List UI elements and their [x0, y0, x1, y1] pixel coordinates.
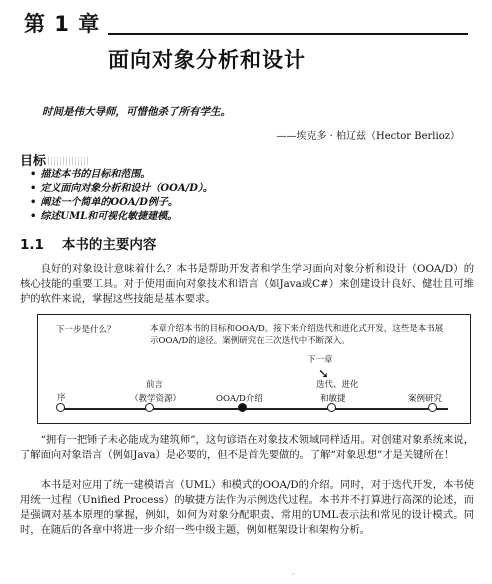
timeline-label: 前言 — [146, 380, 164, 390]
timeline-node — [428, 403, 437, 412]
objective-item: • 描述本书的目标和范围。 — [30, 168, 213, 182]
body-paragraph-3: 本书是对应用了统一建模语言（UML）和模式的OOA/D的介绍。同时，对于迭代开发，本书使用统一过程（Unified Process）的敏捷方法作为示例迭代过程。本书并不打算进行高深的论述，而是强调对基本原理的掌握，例如，如何为对象分配职责、常用的UML表示法和常见的设计模式。同时，在随后的各章中将进一步介绍一些中级主题，例如框架设计和架构分析。 — [20, 479, 474, 536]
timeline-label: 序 — [57, 393, 66, 403]
timeline-label: OOA/D介绍 — [216, 394, 263, 404]
timeline-node — [327, 403, 336, 412]
objectives-heading — [20, 150, 88, 169]
page-mark: · — [292, 570, 295, 579]
timeline-label: 案例研究 — [408, 394, 443, 404]
chapter-rule — [108, 33, 468, 35]
heading-smudge — [48, 157, 88, 166]
chapter-title: 面向对象分析和设计 — [108, 48, 306, 72]
body-paragraph-2: “拥有一把锤子未必能成为建筑师”，这句谚语在对象技术领域同样适用。对创建对象系统来说，了解面向对象语言（例如Java）是必要的，但不是首先要做的。了解“对象思想”才是关键所在！ — [20, 434, 474, 461]
timeline-line — [60, 408, 448, 410]
objectives-heading-text: 目标 — [20, 154, 47, 169]
chapter-roadmap-figure — [37, 314, 471, 424]
arrow-down-right-icon: ➘ — [318, 367, 329, 382]
timeline-label: （教学资源） — [130, 394, 182, 404]
body-paragraph-1: 良好的对象设计意味着什么？本书是帮助开发者和学生学习面向对象分析和设计（OOA/D）的核心技能的重要工具。对于使用面向对象技术和语言（如Java或C#）来创建设计良好、健壮且可维护的软件来说，掌握这些技能是基本要求。 — [20, 263, 474, 305]
objective-item: • 阐述一个简单的OOA/D例子。 — [30, 196, 213, 210]
section-title: 本书的主要内容 — [61, 237, 157, 253]
objectives-list — [30, 168, 213, 224]
figure-next-label: 下一步是什么？ — [56, 325, 116, 335]
timeline-node — [145, 403, 154, 412]
timeline-node — [56, 403, 65, 412]
timeline-label: 和敏捷 — [320, 394, 346, 404]
figure-description: 本章介绍本书的目标和OOA/D。接下来介绍迭代和进化式开发，这些是本书展示OOA/D的途径。案例研究在三次迭代中不断深入。 — [150, 324, 444, 346]
chapter-number: 第 1 章 — [24, 12, 101, 36]
epigraph-quote: 时间是伟大导师，可惜他杀了所有学生。 — [42, 106, 231, 118]
timeline-node-current — [238, 403, 247, 412]
epigraph-attribution: ——埃克多 · 柏辽兹（Hector Berlioz） — [276, 131, 460, 142]
figure-next-chapter-label: 下一章 — [307, 355, 333, 365]
section-heading — [20, 233, 156, 253]
section-number: 1.1 — [20, 237, 44, 253]
objective-item: • 定义面向对象分析和设计（OOA/D）。 — [30, 182, 213, 196]
objective-item: • 综述UML和可视化敏捷建模。 — [30, 210, 213, 224]
timeline-label: 迭代、进化 — [316, 380, 359, 390]
